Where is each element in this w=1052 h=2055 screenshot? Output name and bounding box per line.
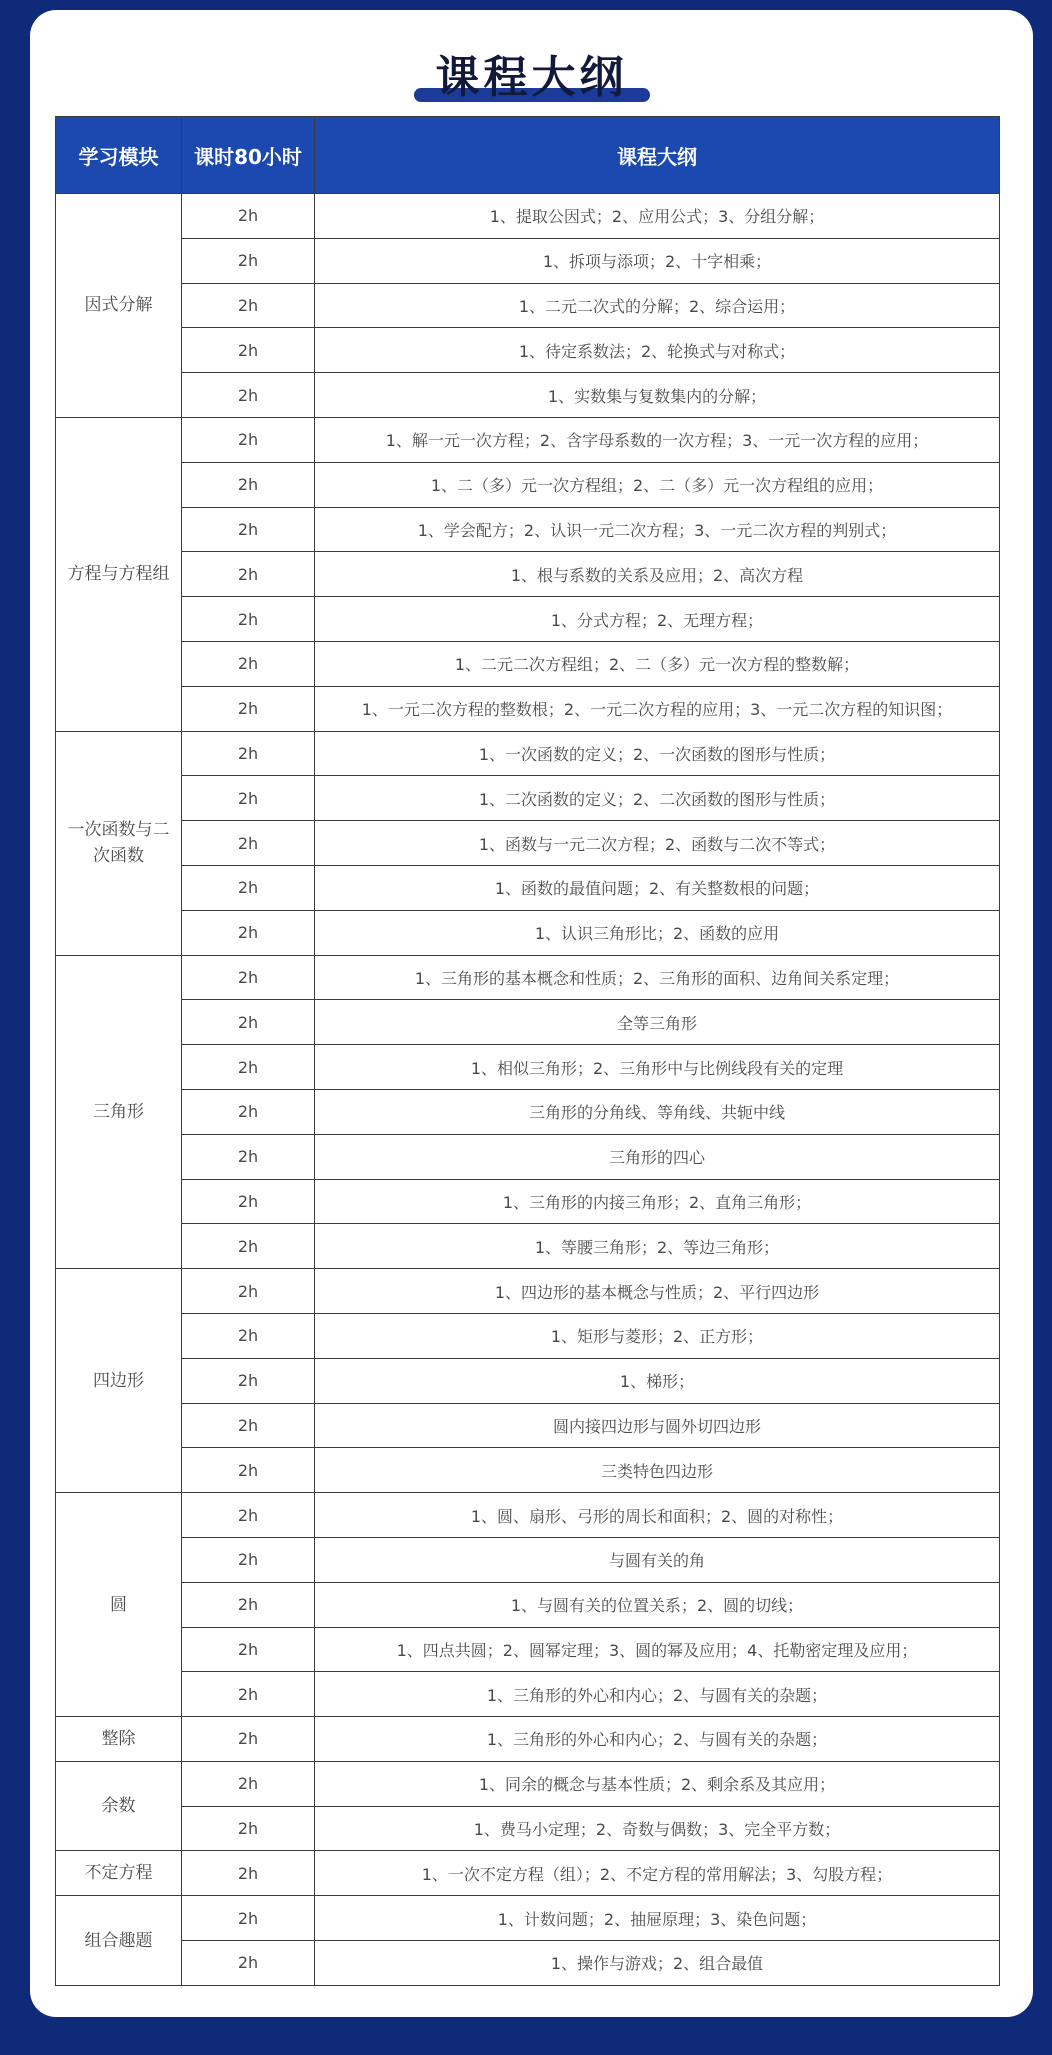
hours-cell: 2h [182, 552, 315, 597]
table-row [56, 1448, 1000, 1493]
table-row [56, 507, 1000, 552]
module-name-cell: 四边形 [56, 1269, 182, 1493]
table-row [56, 731, 1000, 776]
outline-cell: 与圆有关的角 [315, 1537, 1000, 1582]
hours-cell: 2h [182, 1806, 315, 1851]
table-row [56, 238, 1000, 283]
table-row [56, 283, 1000, 328]
outline-cell: 1、计数问题；2、抽屉原理；3、染色问题； [315, 1896, 1000, 1941]
hours-cell: 2h [182, 1045, 315, 1090]
table-row [56, 373, 1000, 418]
syllabus-table [55, 116, 1000, 1986]
table-row [56, 1134, 1000, 1179]
outline-cell: 1、根与系数的关系及应用；2、高次方程 [315, 552, 1000, 597]
table-row [56, 1313, 1000, 1358]
module-name-cell: 整除 [56, 1717, 182, 1762]
hours-cell: 2h [182, 641, 315, 686]
hours-cell: 2h [182, 731, 315, 776]
hours-cell: 2h [182, 865, 315, 910]
hours-cell: 2h [182, 1313, 315, 1358]
hours-cell: 2h [182, 955, 315, 1000]
hours-cell: 2h [182, 1851, 315, 1896]
hours-cell: 2h [182, 1089, 315, 1134]
table-row [56, 1045, 1000, 1090]
table-row [56, 1403, 1000, 1448]
table-row [56, 1089, 1000, 1134]
hours-cell: 2h [182, 1000, 315, 1045]
hours-cell: 2h [182, 1403, 315, 1448]
hours-cell: 2h [182, 417, 315, 462]
table-row [56, 552, 1000, 597]
table-row [56, 1896, 1000, 1941]
page-title-block [436, 50, 628, 106]
table-row [56, 1761, 1000, 1806]
table-row [56, 597, 1000, 642]
module-name-cell: 余数 [56, 1761, 182, 1851]
table-row [56, 1537, 1000, 1582]
table-row [56, 641, 1000, 686]
outline-cell: 三角形的分角线、等角线、共轭中线 [315, 1089, 1000, 1134]
hours-cell: 2h [182, 194, 315, 239]
outline-cell: 1、一次不定方程（组）；2、不定方程的常用解法；3、勾股方程； [315, 1851, 1000, 1896]
table-header-row [56, 117, 1000, 194]
hours-cell: 2h [182, 1941, 315, 1986]
hours-cell: 2h [182, 821, 315, 866]
table-row [56, 328, 1000, 373]
outline-cell: 1、等腰三角形；2、等边三角形； [315, 1224, 1000, 1269]
hours-cell: 2h [182, 686, 315, 731]
title-wrap [30, 50, 1033, 106]
outline-cell: 1、分式方程；2、无理方程； [315, 597, 1000, 642]
hours-cell: 2h [182, 1179, 315, 1224]
outline-cell: 1、认识三角形比；2、函数的应用 [315, 910, 1000, 955]
table-row [56, 1224, 1000, 1269]
table-row [56, 1627, 1000, 1672]
hours-cell: 2h [182, 1717, 315, 1762]
outline-cell: 1、提取公因式；2、应用公式；3、分组分解； [315, 194, 1000, 239]
table-row [56, 955, 1000, 1000]
outline-cell: 1、矩形与菱形；2、正方形； [315, 1313, 1000, 1358]
hours-cell: 2h [182, 1896, 315, 1941]
outline-cell: 1、三角形的外心和内心；2、与圆有关的杂题； [315, 1672, 1000, 1717]
outline-cell: 1、相似三角形；2、三角形中与比例线段有关的定理 [315, 1045, 1000, 1090]
module-name-cell: 不定方程 [56, 1851, 182, 1896]
module-name-cell: 方程与方程组 [56, 417, 182, 731]
outline-cell: 1、二（多）元一次方程组；2、二（多）元一次方程组的应用； [315, 462, 1000, 507]
module-name-cell: 组合趣题 [56, 1896, 182, 1986]
outline-cell: 1、二次函数的定义；2、二次函数的图形与性质； [315, 776, 1000, 821]
table-row [56, 194, 1000, 239]
table-body [56, 194, 1000, 1986]
table-row [56, 821, 1000, 866]
table-row [56, 1000, 1000, 1045]
outline-cell: 1、三角形的内接三角形；2、直角三角形； [315, 1179, 1000, 1224]
hours-cell: 2h [182, 1224, 315, 1269]
table-row [56, 686, 1000, 731]
table-row [56, 1179, 1000, 1224]
hours-cell: 2h [182, 1582, 315, 1627]
hours-cell: 2h [182, 1269, 315, 1314]
table-row [56, 417, 1000, 462]
table-row [56, 1851, 1000, 1896]
table-row [56, 1582, 1000, 1627]
outline-cell: 1、操作与游戏；2、组合最值 [315, 1941, 1000, 1986]
outline-cell: 三角形的四心 [315, 1134, 1000, 1179]
outline-cell: 1、同余的概念与基本性质；2、剩余系及其应用； [315, 1761, 1000, 1806]
module-name-cell: 因式分解 [56, 194, 182, 418]
module-name-cell: 一次函数与二次函数 [56, 731, 182, 955]
hours-cell: 2h [182, 507, 315, 552]
header-hours: 课时80小时 [182, 117, 315, 194]
table-row [56, 1941, 1000, 1986]
outline-cell: 1、实数集与复数集内的分解； [315, 373, 1000, 418]
hours-cell: 2h [182, 283, 315, 328]
hours-cell: 2h [182, 776, 315, 821]
module-name-cell: 圆 [56, 1493, 182, 1717]
table-row [56, 910, 1000, 955]
hours-cell: 2h [182, 1537, 315, 1582]
hours-cell: 2h [182, 373, 315, 418]
table-row [56, 1717, 1000, 1762]
outline-cell: 1、函数与一元二次方程；2、函数与二次不等式； [315, 821, 1000, 866]
outline-cell: 1、梯形； [315, 1358, 1000, 1403]
outline-cell: 1、三角形的基本概念和性质；2、三角形的面积、边角间关系定理； [315, 955, 1000, 1000]
table-row [56, 1358, 1000, 1403]
hours-cell: 2h [182, 910, 315, 955]
hours-cell: 2h [182, 462, 315, 507]
table-row [56, 462, 1000, 507]
outline-cell: 1、函数的最值问题；2、有关整数根的问题； [315, 865, 1000, 910]
hours-cell: 2h [182, 328, 315, 373]
table-row [56, 776, 1000, 821]
outline-cell: 1、解一元一次方程；2、含字母系数的一次方程；3、一元一次方程的应用； [315, 417, 1000, 462]
outline-cell: 1、一次函数的定义；2、一次函数的图形与性质； [315, 731, 1000, 776]
outline-cell: 1、拆项与添项；2、十字相乘； [315, 238, 1000, 283]
hours-cell: 2h [182, 1493, 315, 1538]
outline-cell: 1、四点共圆；2、圆幂定理；3、圆的幂及应用；4、托勒密定理及应用； [315, 1627, 1000, 1672]
hours-cell: 2h [182, 1761, 315, 1806]
outline-cell: 全等三角形 [315, 1000, 1000, 1045]
table-row [56, 1672, 1000, 1717]
outline-cell: 圆内接四边形与圆外切四边形 [315, 1403, 1000, 1448]
hours-cell: 2h [182, 1134, 315, 1179]
table-row [56, 865, 1000, 910]
hours-cell: 2h [182, 1627, 315, 1672]
module-name-cell: 三角形 [56, 955, 182, 1269]
header-module: 学习模块 [56, 117, 182, 194]
outline-cell: 1、待定系数法；2、轮换式与对称式； [315, 328, 1000, 373]
hours-cell: 2h [182, 1358, 315, 1403]
table-row [56, 1269, 1000, 1314]
hours-cell: 2h [182, 597, 315, 642]
outline-cell: 1、与圆有关的位置关系；2、圆的切线； [315, 1582, 1000, 1627]
outline-cell: 1、四边形的基本概念与性质；2、平行四边形 [315, 1269, 1000, 1314]
table-row [56, 1493, 1000, 1538]
outline-cell: 1、二元二次式的分解；2、综合运用； [315, 283, 1000, 328]
page-title: 课程大纲 [435, 52, 628, 103]
hours-cell: 2h [182, 1448, 315, 1493]
outline-cell: 1、一元二次方程的整数根；2、一元二次方程的应用；3、一元二次方程的知识图； [315, 686, 1000, 731]
hours-cell: 2h [182, 238, 315, 283]
outline-cell: 1、三角形的外心和内心；2、与圆有关的杂题； [315, 1717, 1000, 1762]
header-outline: 课程大纲 [315, 117, 1000, 194]
outline-cell: 1、圆、扇形、弓形的周长和面积；2、圆的对称性； [315, 1493, 1000, 1538]
outline-cell: 1、学会配方；2、认识一元二次方程；3、一元二次方程的判别式； [315, 507, 1000, 552]
outline-cell: 1、二元二次方程组；2、二（多）元一次方程的整数解； [315, 641, 1000, 686]
hours-cell: 2h [182, 1672, 315, 1717]
outline-cell: 三类特色四边形 [315, 1448, 1000, 1493]
table-row [56, 1806, 1000, 1851]
outline-cell: 1、费马小定理；2、奇数与偶数；3、完全平方数； [315, 1806, 1000, 1851]
